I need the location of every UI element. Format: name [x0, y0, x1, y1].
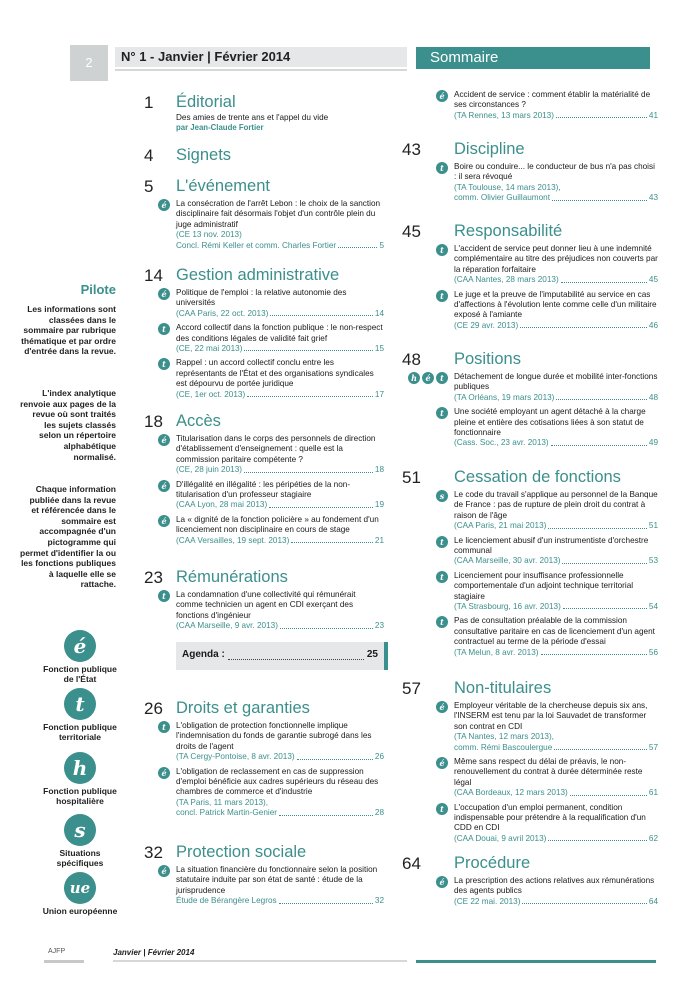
page-number: 2: [70, 45, 108, 81]
entry-reference: [454, 834, 658, 844]
entry-reference: [454, 732, 658, 742]
territoriale-icon: t: [158, 721, 170, 733]
entry-reference: [176, 896, 384, 906]
reference-label: (CAA Versailles, 19 sept. 2013): [176, 535, 290, 545]
entry-reference: [454, 521, 658, 531]
entry-reference: [176, 536, 384, 546]
toc-entry[interactable]: [440, 701, 658, 753]
toc-section: [402, 350, 658, 449]
footer-date: Janvier | Février 2014: [113, 948, 195, 957]
entry-text: La « dignité de la fonction policière » au fondement d'un licenciement non disciplinaire en cours de stage: [176, 514, 379, 535]
toc-entry[interactable]: [411, 372, 658, 403]
page-ref: 41: [648, 110, 658, 120]
toc-entry[interactable]: [440, 407, 658, 449]
etat-icon: é: [158, 199, 170, 211]
page-ref: 62: [648, 833, 658, 843]
entry-text: La condamnation d'une collectivité qui rémunérait comme technicien un agent en CDI exerçant des fonctions d'ingénieur: [176, 590, 356, 620]
fonction-publique-territoriale-icon: t: [64, 688, 96, 720]
header-divider: [115, 69, 407, 71]
fonction-publique-etat-icon: é: [64, 630, 96, 662]
toc-entry[interactable]: [162, 590, 384, 632]
territoriale-icon: t: [436, 407, 448, 419]
section-title: L'événement: [176, 177, 270, 195]
entry-text: Le juge et la preuve de l'imputabilité au service en cas d'affections à l'évolution lente comme celle d'un militaire exposé à l'amiante: [454, 289, 657, 320]
reference-label: (CAA Douai, 9 avril 2013): [454, 833, 547, 843]
pilote-title: Pilote: [80, 282, 116, 297]
entry-reference: [176, 798, 384, 808]
section-header: [402, 222, 658, 242]
etat-icon: é: [436, 90, 448, 102]
section-header: [144, 177, 384, 197]
section-title: Positions: [454, 350, 521, 368]
section-number: 32: [144, 843, 163, 862]
page-ref: 18: [374, 465, 384, 475]
territoriale-icon: t: [436, 536, 448, 548]
toc-section: [144, 412, 384, 546]
section-number: 64: [402, 854, 421, 873]
section-title: Procédure: [454, 854, 531, 872]
page-ref: 32: [374, 896, 384, 906]
entry-reference: [176, 752, 384, 762]
entry-reference: [454, 556, 658, 566]
legend-label: Fonction publique de l'État: [43, 664, 117, 684]
etat-icon: é: [158, 515, 170, 527]
fonction-publique-hospitaliere-icon: h: [64, 752, 96, 784]
toc-entry[interactable]: [162, 865, 384, 907]
section-title: Cessation de fonctions: [454, 468, 621, 486]
section-header: [402, 679, 658, 699]
legend-label: Fonction publique territoriale: [43, 722, 117, 742]
entry-text: La consécration de l'arrêt Lebon : le choix de la sanction disciplinaire fait désormais l'objet d'un contrôle plein du juge administratif: [176, 199, 381, 229]
agenda-label: Agenda :: [182, 649, 225, 660]
section-number: 43: [402, 140, 421, 159]
specifiques-icon: s: [436, 490, 448, 502]
page-ref: 53: [648, 556, 658, 566]
section-title: Responsabilité: [454, 222, 563, 240]
entry-reference: [176, 241, 384, 251]
section-title: Droits et garanties: [176, 699, 310, 717]
reference-label: (CE, 1er oct. 2013): [176, 389, 246, 399]
entry-reference: [176, 390, 384, 400]
entry-text: Pas de consultation préalable de la commission consultative paritaire en cas de licenciement d'un agent contractuel au terme de la période d'essai: [454, 616, 655, 647]
legend-label: Fonction publique hospitalière: [43, 786, 117, 806]
toc-entry[interactable]: [440, 490, 658, 532]
page-ref: 23: [374, 621, 384, 631]
page-ref: 51: [648, 521, 658, 531]
toc-section: [144, 266, 384, 400]
union-europeenne-icon: ue: [64, 872, 96, 904]
toc-entry[interactable]: [440, 571, 658, 613]
reference-label: (CAA Nantes, 28 mars 2013): [454, 275, 559, 285]
toc-section: [144, 93, 384, 133]
toc-entry[interactable]: [440, 244, 658, 286]
agenda-box: [176, 642, 388, 670]
reference-label: (CAA Marseille, 30 avr. 2013): [454, 556, 561, 566]
etat-icon: é: [422, 372, 434, 384]
etat-icon: é: [158, 480, 170, 492]
page-ref: 57: [648, 742, 658, 752]
legend-label: Union européenne: [42, 906, 118, 916]
reference-label: (TA Paris, 11 mars 2013),: [176, 797, 269, 807]
entry-reference: [454, 438, 658, 448]
toc-entry[interactable]: [162, 288, 384, 319]
toc-entry[interactable]: [440, 876, 658, 907]
toc-entry[interactable]: [162, 721, 384, 763]
page-ref: 28: [374, 808, 384, 818]
toc-entry[interactable]: [162, 323, 384, 354]
entry-text: Détachement de longue durée et mobilité inter-fonctions publiques: [454, 372, 658, 392]
legend-item-territoriale: [40, 688, 120, 742]
section-number: 48: [402, 350, 421, 369]
entry-reference: [176, 500, 384, 510]
page-ref: 21: [374, 535, 384, 545]
section-title: Signets: [176, 146, 232, 164]
territoriale-icon: t: [158, 358, 170, 370]
section-number: 26: [144, 699, 163, 718]
toc-section: [440, 88, 658, 121]
entry-reference: [454, 193, 658, 203]
toc-entry[interactable]: [162, 434, 384, 476]
entry-reference: [176, 808, 384, 818]
etat-icon: é: [158, 767, 170, 779]
section-number: 45: [402, 222, 421, 241]
page-ref: 17: [374, 389, 384, 399]
entry-text: Même sans respect du délai de préavis, le non-renouvellement du contrat à durée déterminée reste légal: [454, 757, 643, 787]
reference-label: (CAA Lyon, 28 mai 2013): [176, 500, 268, 510]
reference-label: (TA Strasbourg, 16 avr. 2013): [454, 602, 561, 612]
toc-section: [402, 222, 658, 331]
reference-label: (TA Rennes, 13 mars 2013): [454, 110, 554, 120]
toc-section: [144, 843, 384, 907]
toc-section: [402, 854, 658, 907]
page-ref: 61: [648, 788, 658, 798]
entry-text: Titularisation dans le corps des personnels de direction d'établissement d'enseignement : quelle est la commission paritaire compétente ?: [176, 434, 376, 464]
territoriale-icon: t: [436, 571, 448, 583]
entry-reference: [454, 111, 658, 121]
footer-brand: AJFP: [48, 948, 66, 955]
section-header: [144, 568, 384, 588]
section-number: 23: [144, 568, 163, 587]
entry-reference: [176, 344, 384, 354]
toc-entry[interactable]: [440, 290, 658, 332]
reference-label: (TA Toulouse, 14 mars 2013),: [454, 182, 561, 192]
issue-title: N° 1 - Janvier | Février 2014: [115, 47, 407, 67]
territoriale-icon: t: [436, 616, 448, 628]
toc-entry[interactable]: [440, 803, 658, 845]
section-title: Rémunérations: [176, 568, 288, 586]
reference-label: (TA Nantes, 12 mars 2013),: [454, 732, 554, 742]
toc-section: [402, 140, 658, 204]
section-number: 1: [144, 93, 154, 112]
agenda-page: 25: [366, 649, 378, 660]
reference-label: Étude de Bérangère Legros: [176, 896, 277, 906]
section-number: 18: [144, 412, 163, 431]
legend-item-etat: [40, 630, 120, 684]
entry-text: Rappel : un accord collectif conclu entre les représentants de l'État et des organisations syndicales est dépourvu de portée juridique: [176, 358, 374, 389]
reference-label: (CE 22 mai. 2013): [454, 896, 521, 906]
reference-label: (CE 29 avr. 2013): [454, 320, 519, 330]
page-ref: 46: [648, 320, 658, 330]
etat-icon: é: [158, 865, 170, 877]
entry-text: D'illégalité en illégalité : les péripéties de la non-titularisation d'un professeur stagiaire: [176, 479, 351, 500]
pilote-paragraph-3: Chaque information publiée dans la revue et référencée dans le sommaire est accompagnée d'un pictogramme qui permet d'identifier la ou les fonctions publiques à laquelle elle se rattache.: [20, 484, 117, 590]
page-ref: 49: [648, 438, 658, 448]
toc-section: [402, 679, 658, 844]
section-header: [144, 412, 384, 432]
entry-reference: [454, 743, 658, 753]
toc-entry[interactable]: [162, 199, 384, 251]
toc-entry[interactable]: [440, 616, 658, 658]
territoriale-icon: t: [436, 290, 448, 302]
entry-text: L'accident de service peut donner lieu à une indemnité complémentaire au titre des préjudices non couverts par la réparation forfaitaire: [454, 244, 658, 274]
entry-text: Accord collectif dans la fonction publique : le non-respect des conditions légales de validité fait grief: [176, 323, 383, 343]
section-header: [144, 699, 384, 719]
reference-label: (CAA Marseille, 9 avr. 2013): [176, 621, 278, 631]
entry-text: L'obligation de reclassement en cas de suppression d'emploi bénéficie aux cadres supérieurs du réseau des chambres de commerce et d'industrie: [176, 766, 379, 797]
toc-section: [144, 146, 384, 166]
entry-reference: [454, 321, 658, 331]
section-number: 57: [402, 679, 421, 698]
sommaire-banner: Sommaire: [416, 47, 650, 69]
section-author: par Jean-Claude Fortier: [176, 123, 264, 133]
section-header: [402, 854, 658, 874]
toc-entry[interactable]: [162, 767, 384, 819]
reference-label: (CE 13 nov. 2013): [176, 230, 242, 240]
territoriale-icon: t: [436, 162, 448, 174]
territoriale-icon: t: [436, 803, 448, 815]
situations-specifiques-icon: s: [64, 814, 96, 846]
entry-reference: [454, 393, 658, 403]
territoriale-icon: t: [158, 590, 170, 602]
page-ref: 15: [374, 344, 384, 354]
legend-item-ue: [40, 872, 120, 916]
entry-reference: [454, 897, 658, 907]
entry-reference: [176, 230, 384, 240]
entry-reference: [454, 183, 658, 193]
territoriale-icon: t: [436, 372, 448, 384]
pilote-paragraph-2: L'index analytique renvoie aux pages de la revue où sont traités les sujets classés selon un répertoire alphabétique normalisé.: [20, 388, 116, 462]
entry-text: Licenciement pour insuffisance professionnelle comportementale d'un adjoint technique territorial stagiaire: [454, 570, 634, 601]
toc-section: [144, 568, 384, 632]
page-ref: 19: [374, 500, 384, 510]
entry-text: Boire ou conduire... le conducteur de bus n'a pas choisi : il sera révoqué: [454, 162, 655, 182]
toc-entry[interactable]: [162, 515, 384, 546]
reference-label: (CE, 28 juin 2013): [176, 465, 242, 475]
section-header: [402, 350, 658, 370]
section-header: [402, 468, 658, 488]
reference-label: concl. Patrick Martin-Genier: [176, 808, 278, 818]
toc-entry[interactable]: [162, 358, 384, 400]
toc-entry[interactable]: [440, 90, 658, 121]
entry-text: Le code du travail s'applique au personnel de la Banque de France : pas de rupture de plein droit du contrat à raison de l'âge: [454, 490, 658, 520]
legend-item-hospitaliere: [40, 752, 120, 806]
entry-text: Employeur véritable de la chercheuse depuis six ans, l'INSERM est tenu par la loi Sauvadet de transformer son contrat en CDI: [454, 701, 648, 731]
etat-icon: é: [436, 757, 448, 769]
section-title: Accès: [176, 412, 221, 430]
reference-label: (TA Orléans, 19 mars 2013): [454, 392, 555, 402]
section-header: [144, 93, 384, 113]
toc-section: [402, 468, 658, 658]
page-ref: 54: [648, 602, 658, 612]
territoriale-icon: t: [436, 244, 448, 256]
entry-text: Une société employant un agent détaché à la charge pleine et entière des cotisations liées à son statut de fonctionnaire: [454, 407, 646, 438]
entry-text: Politique de l'emploi : la relative autonomie des universités: [176, 288, 347, 308]
page-ref: 43: [648, 193, 658, 203]
entry-text: La prescription des actions relatives aux rémunérations des agents publics: [454, 876, 655, 896]
entry-reference: [176, 465, 384, 475]
entry-text: L'occupation d'un emploi permanent, condition indispensable pour prétendre à la requalification d'un CDD en CDI: [454, 802, 646, 833]
section-number: 5: [144, 177, 154, 196]
page-ref: 48: [648, 392, 658, 402]
reference-label: (TA Cergy-Pontoise, 8 avr. 2013): [176, 752, 295, 762]
legend-label: Situations spécifiques: [56, 848, 104, 868]
section-subtitle: Des amies de trente ans et l'appel du vide: [176, 113, 329, 122]
toc-entry[interactable]: [162, 480, 384, 511]
hospitaliere-icon: h: [408, 372, 420, 384]
entry-text: Accident de service : comment établir la matérialité de ses circonstances ?: [454, 90, 651, 110]
reference-label: (TA Melun, 8 avr. 2013): [454, 647, 539, 657]
entry-text: La situation financière du fonctionnaire selon la position statutaire induite par son état de santé : étude de la jurisprudence: [176, 865, 378, 895]
reference-label: (Cass. Soc., 23 avr. 2013): [454, 438, 549, 448]
page-ref: 56: [648, 647, 658, 657]
entry-reference: [454, 602, 658, 612]
page-ref: 14: [374, 308, 384, 318]
entry-reference: [176, 621, 384, 631]
section-header: [144, 146, 384, 166]
section-header: [144, 843, 384, 863]
entry-text: L'obligation de protection fonctionnelle implique l'indemnisation du fonds de garantie subrogé dans les droits de l'agent: [176, 721, 372, 751]
toc-entry[interactable]: [440, 162, 658, 204]
section-header: [402, 140, 658, 160]
reference-label: (CAA Paris, 21 mai 2013): [454, 521, 547, 531]
pilote-paragraph-1: Les informations sont classées dans le sommaire par rubrique thématique et par ordre d'entrée dans la revue.: [21, 304, 116, 357]
legend-item-specifiques: [40, 814, 120, 868]
etat-icon: é: [158, 434, 170, 446]
entry-text: Le licenciement abusif d'un instrumentiste d'orchestre communal: [454, 535, 649, 556]
toc-section: [144, 177, 384, 251]
etat-icon: é: [158, 288, 170, 300]
page-ref: 26: [374, 752, 384, 762]
territoriale-icon: t: [158, 323, 170, 335]
page-ref: 64: [648, 896, 658, 906]
toc-entry[interactable]: [440, 536, 658, 567]
section-title: Gestion administrative: [176, 266, 340, 284]
reference-label: comm. Rémi Bascoulergue: [454, 742, 553, 752]
reference-label: Concl. Rémi Keller et comm. Charles Fortier: [176, 240, 337, 250]
section-number: 14: [144, 266, 163, 285]
section-number: 51: [402, 468, 421, 487]
reference-label: comm. Olivier Guillaumont: [454, 193, 550, 203]
toc-section: [144, 699, 384, 819]
page-ref: 45: [648, 275, 658, 285]
entry-reference: [176, 309, 384, 319]
section-header: [144, 266, 384, 286]
section-title: Discipline: [454, 140, 525, 158]
section-title: Protection sociale: [176, 843, 307, 861]
section-number: 4: [144, 146, 154, 165]
entry-reference: [454, 788, 658, 798]
section-title: Non-titulaires: [454, 679, 552, 697]
entry-reference: [454, 648, 658, 658]
etat-icon: é: [436, 701, 448, 713]
reference-label: (CE, 22 mai 2013): [176, 344, 243, 354]
page-ref: 5: [379, 240, 384, 250]
entry-reference: [454, 275, 658, 285]
toc-entry[interactable]: [440, 757, 658, 799]
section-title: Éditorial: [176, 93, 236, 111]
reference-label: (CAA Bordeaux, 12 mars 2013): [454, 788, 568, 798]
etat-icon: é: [436, 876, 448, 888]
reference-label: (CAA Paris, 22 oct. 2013): [176, 308, 269, 318]
